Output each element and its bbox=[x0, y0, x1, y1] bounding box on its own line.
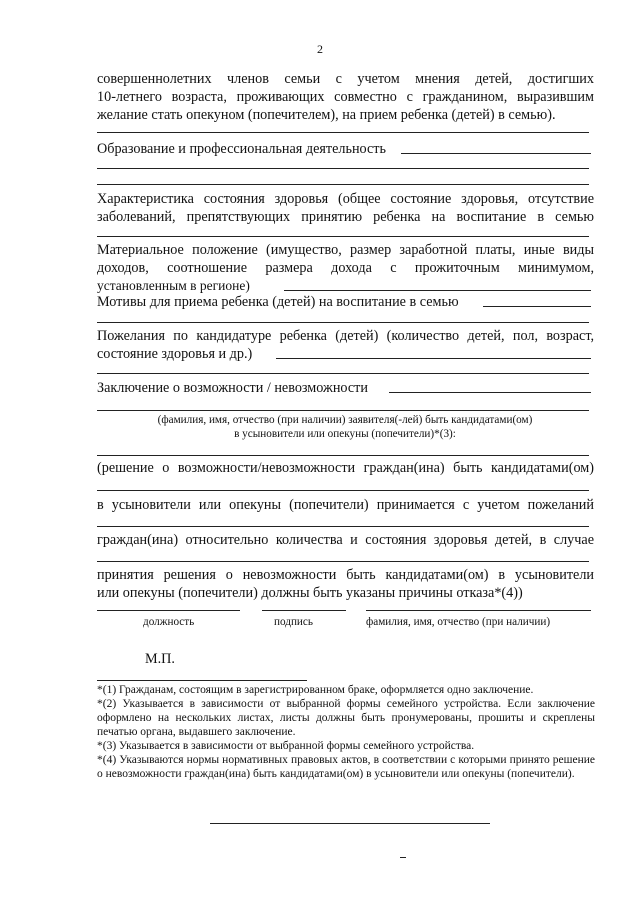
stamp-label: М.П. bbox=[145, 651, 175, 667]
wishes-line-2: состояние здоровья и др.) bbox=[97, 346, 253, 362]
footnote-2: *(2) Указывается в зависимости от выбранной формы семейного устройства. Если заключение оформлено на нескольких листах, листы должны быть пронумерованы, прошиты и скреплены печатью органа, выдавшего заключение. bbox=[97, 698, 595, 738]
health-line-2: заболеваний, препятствующих принятию ребенка на воспитание в семью bbox=[97, 209, 594, 225]
motives-blank-line[interactable] bbox=[97, 322, 589, 323]
motives-label: Мотивы для приема ребенка (детей) на воспитание в семью bbox=[97, 294, 459, 310]
education-blank-line-2[interactable] bbox=[97, 184, 589, 185]
health-line-1: Характеристика состояния здоровья (общее состояние здоровья, отсутствие bbox=[97, 191, 594, 207]
material-line-3: установленным в регионе) bbox=[97, 278, 250, 293]
footnote-separator bbox=[97, 680, 307, 681]
footnote-1: *(1) Гражданам, состоящим в зарегистрированном браке, оформляется одно заключение. bbox=[97, 684, 534, 696]
end-separator bbox=[210, 823, 490, 824]
material-line-1: Материальное положение (имущество, размер заработной платы, иные виды bbox=[97, 242, 594, 258]
decision-line-3: граждан(ина) относительно количества и состояния здоровья детей, в случае bbox=[97, 532, 594, 548]
decision-line-2: в усыновители или опекуны (попечители) принимается с учетом пожеланий bbox=[97, 497, 594, 513]
decision-line-5: или опекуны (попечители) должны быть указаны причины отказа*(4)) bbox=[97, 585, 523, 601]
education-blank-line[interactable] bbox=[97, 168, 589, 169]
wishes-blank-line[interactable] bbox=[97, 373, 589, 374]
position-caption: должность bbox=[143, 616, 195, 628]
motives-field[interactable] bbox=[483, 306, 591, 307]
wishes-line-1: Пожелания по кандидатуре ребенка (детей) (количество детей, пол, возраст, bbox=[97, 328, 594, 344]
page-mark bbox=[400, 857, 406, 858]
conclusion-caption-2: в усыновители или опекуны (попечители)*(3): bbox=[234, 428, 456, 440]
footnote-4: *(4) Указываются нормы нормативных правовых актов, в соответствии с которыми принято решение о невозможности граждан(ина) быть кандидатами(ом) в усыновители или опекуны (попечители). bbox=[97, 754, 595, 780]
material-field[interactable] bbox=[284, 290, 591, 291]
signature-caption: подпись bbox=[274, 616, 313, 628]
conclusion-caption-1: (фамилия, имя, отчество (при наличии) заявителя(-лей) быть кандидатами(ом) bbox=[157, 414, 533, 426]
education-field[interactable] bbox=[401, 153, 591, 154]
decision-line-1: (решение о возможности/невозможности граждан(ина) быть кандидатами(ом) bbox=[97, 460, 594, 476]
footnote-3: *(3) Указывается в зависимости от выбранной формы семейного устройства. bbox=[97, 740, 475, 752]
position-field[interactable] bbox=[97, 610, 240, 611]
page-number: 2 bbox=[317, 42, 323, 56]
conclusion-label: Заключение о возможности / невозможности bbox=[97, 380, 368, 396]
name-caption: фамилия, имя, отчество (при наличии) bbox=[366, 616, 551, 628]
decision-blank-line-1[interactable] bbox=[97, 490, 589, 491]
health-blank-line[interactable] bbox=[97, 236, 589, 237]
intro-blank-line[interactable] bbox=[97, 132, 589, 133]
intro-line-2: 10-летнего возраста, проживающих совместно с гражданином, выразившим bbox=[97, 89, 594, 105]
education-label: Образование и профессиональная деятельность bbox=[97, 141, 386, 157]
conclusion-field[interactable] bbox=[389, 392, 591, 393]
decision-blank-line-2[interactable] bbox=[97, 526, 589, 527]
intro-line-1: совершеннолетних членов семьи с учетом мнения детей, достигших bbox=[97, 71, 594, 87]
decision-line-4: принятия решения о невозможности быть кандидатами(ом) в усыновители bbox=[97, 567, 594, 583]
signature-field[interactable] bbox=[262, 610, 346, 611]
material-line-2: доходов, соотношение размера дохода с прожиточным минимумом, bbox=[97, 260, 594, 276]
conclusion-blank-line[interactable] bbox=[97, 410, 589, 411]
decision-blank-line-3[interactable] bbox=[97, 561, 589, 562]
wishes-field[interactable] bbox=[276, 358, 591, 359]
intro-line-3: желание стать опекуном (попечителем), на прием ребенка (детей) в семью). bbox=[97, 107, 556, 123]
name-field[interactable] bbox=[366, 610, 591, 611]
conclusion-blank-line-2[interactable] bbox=[97, 455, 589, 456]
